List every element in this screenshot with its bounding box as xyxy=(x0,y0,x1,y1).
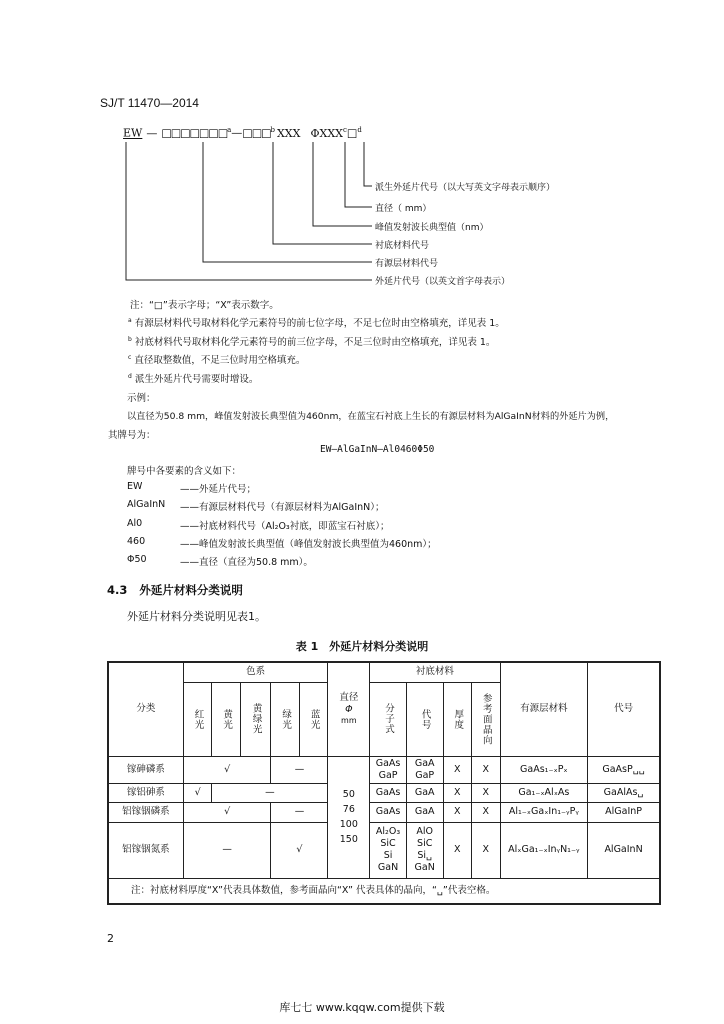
header-diameter-unit: mm xyxy=(341,716,357,726)
row-color-mark: √ xyxy=(183,802,271,822)
example-line2: 其牌号为： xyxy=(108,430,156,441)
code-sup-a: a xyxy=(227,126,232,134)
note-mark: c xyxy=(128,353,132,361)
code-dash: — xyxy=(231,126,243,140)
row-category: 镓砷磷系 xyxy=(108,756,183,783)
section-number: 4.3 xyxy=(107,583,128,597)
vertical-text: 厚度 xyxy=(452,708,464,730)
note-text: 有源层材料代号取材料化学元素符号的前七位字母，不足七位时由空格填充，详见表 1。 xyxy=(134,318,505,329)
label-diameter: 直径（ mm） xyxy=(375,204,432,214)
vertical-text: 蓝光 xyxy=(308,708,320,730)
row-formula xyxy=(370,822,407,878)
row-orientation: X xyxy=(472,756,501,783)
row-orientation: X xyxy=(472,802,501,822)
sub-line: GaN xyxy=(414,861,435,873)
row-orientation: X xyxy=(472,783,501,802)
label-wavelength: 峰值发射波长典型值（nm） xyxy=(375,223,489,233)
header-diameter xyxy=(328,662,370,756)
note-text: 直径取整数值，不足三位时用空格填充。 xyxy=(134,355,306,366)
header-color-yellow xyxy=(212,682,241,756)
row-code: GaAsP␣␣ xyxy=(588,756,660,783)
vertical-text: 参考面晶向 xyxy=(480,692,492,746)
row-color-mark: √ xyxy=(271,822,328,878)
sub-line: GaA xyxy=(414,757,435,769)
row-category: 镓铝砷系 xyxy=(108,783,183,802)
meaning-value: ——衬底材料代号（Al₂O₃衬底，即蓝宝石衬底）； xyxy=(180,521,390,532)
label-substrate-code: 衬底材料代号 xyxy=(375,241,430,251)
row-code: AlGaInP xyxy=(588,802,660,822)
designation-diagram xyxy=(0,0,724,330)
note-b xyxy=(128,334,495,348)
label-active-code: 有源层材料代号 xyxy=(375,259,439,269)
header-color-red xyxy=(183,682,212,756)
header-orientation xyxy=(472,682,501,756)
row-sub-code: GaA xyxy=(406,783,443,802)
page-number: 2 xyxy=(107,932,114,945)
table-caption: 表 1 外延片材料分类说明 xyxy=(295,640,429,653)
note-mark: a xyxy=(128,316,132,324)
row-color-mark: — xyxy=(183,822,271,878)
code-boxes-substrate: □□□ xyxy=(242,126,271,140)
header-formula xyxy=(370,682,407,756)
row-category: 铝镓铟氮系 xyxy=(108,822,183,878)
vertical-text: 黄绿光 xyxy=(250,703,262,735)
code-box-derived: □ xyxy=(346,126,358,140)
row-thickness: X xyxy=(443,802,472,822)
label-epi-code: 外延片代号（以英文首字母表示） xyxy=(375,277,511,287)
formula-line: GaN xyxy=(377,861,399,873)
diameter-value: 100 xyxy=(339,819,358,830)
header-color-green xyxy=(271,682,300,756)
note-a xyxy=(128,315,505,329)
header-diameter-sym: Φ xyxy=(345,704,353,716)
meaning-value: ——外延片代号； xyxy=(180,484,257,495)
row-active: Al₁₋ₓGaₓIn₁₋ᵧPᵧ xyxy=(500,802,588,822)
header-active: 有源层材料 xyxy=(500,662,588,756)
meaning-key: AlGaInN xyxy=(127,499,166,510)
formula-line: GaAs xyxy=(375,757,401,769)
meaning-key: Φ50 xyxy=(127,554,147,565)
header-category: 分类 xyxy=(108,662,183,756)
standard-number: SJ/T 11470—2014 xyxy=(100,96,199,110)
note-d xyxy=(128,371,258,385)
section-heading xyxy=(107,582,243,598)
code-sup-b: b xyxy=(270,126,275,134)
vertical-text: 黄光 xyxy=(221,708,233,730)
diameter-value: 76 xyxy=(342,803,355,815)
formula-line: GaP xyxy=(378,769,398,781)
meaning-key: EW xyxy=(127,481,143,492)
note-text: 衬底材料代号取材料化学元素符号的前三位字母，不足三位时由空格填充，详见表 1。 xyxy=(134,337,496,348)
row-thickness: X xyxy=(443,756,472,783)
sub-line: SiC xyxy=(417,838,433,850)
row-color-mark: — xyxy=(271,756,328,783)
header-diameter-label: 直径 xyxy=(339,692,359,704)
row-active: Ga₁₋ₓAlₓAs xyxy=(500,783,588,802)
classification-table xyxy=(107,661,661,905)
table-footnote: 注：衬底材料厚度“X”代表具体数值，参考面晶向“X” 代表具体的晶向，“␣”代表空格。 xyxy=(108,878,660,904)
code-dash: — xyxy=(146,126,158,140)
meaning-key: 460 xyxy=(127,536,146,547)
label-derived-code: 派生外延片代号（以大写英文字母表示顺序） xyxy=(375,183,556,193)
table-row xyxy=(108,822,660,878)
note-text: 派生外延片代号需要时增设。 xyxy=(134,374,259,385)
formula-line: Si xyxy=(383,850,393,861)
row-category: 铝镓铟磷系 xyxy=(108,802,183,822)
meaning-value: ——峰值发射波长典型值（峰值发射波长典型值为460nm）； xyxy=(180,539,437,550)
section-title: 外延片材料分类说明 xyxy=(139,583,243,597)
header-thickness xyxy=(443,682,472,756)
code-wavelength: XXX xyxy=(276,126,301,140)
header-substrate: 衬底材料 xyxy=(370,662,500,682)
vertical-text: 代号 xyxy=(419,708,431,730)
diameter-values xyxy=(328,756,370,878)
row-sub-code: GaA xyxy=(406,802,443,822)
download-footer: 库七七 www.kqqw.com提供下载 xyxy=(279,1001,445,1014)
row-active: GaAs₁₋ₓPₓ xyxy=(500,756,588,783)
sub-line: Si␣ xyxy=(417,850,433,861)
code-prefix: EW xyxy=(123,126,143,140)
row-color-mark: — xyxy=(212,783,328,802)
note-c xyxy=(128,352,305,366)
code-diameter: ΦXXX xyxy=(310,126,343,140)
code-sup-c: c xyxy=(342,126,347,134)
table-row xyxy=(108,783,660,802)
diameter-value: 50 xyxy=(342,788,355,800)
row-formula: GaAs xyxy=(370,802,407,822)
meaning-key: Al0 xyxy=(127,518,143,529)
meaning-value: ——有源层材料代号（有源层材料为AlGaInN）； xyxy=(180,502,385,513)
example-title: 示例： xyxy=(127,393,156,404)
row-orientation: X xyxy=(472,822,501,878)
row-formula: GaAs xyxy=(370,783,407,802)
header-sub-code xyxy=(406,682,443,756)
note-mark: d xyxy=(128,372,132,380)
row-formula xyxy=(370,756,407,783)
row-sub-code xyxy=(406,756,443,783)
diameter-value: 150 xyxy=(339,834,358,846)
meaning-title: 牌号中各要素的含义如下： xyxy=(127,466,242,477)
row-code: AlGaInN xyxy=(588,822,660,878)
header-color-yellow-green xyxy=(240,682,271,756)
row-code: GaAlAs␣ xyxy=(588,783,660,802)
row-thickness: X xyxy=(443,822,472,878)
code-boxes-active: □□□□□□□ xyxy=(161,126,228,140)
section-body: 外延片材料分类说明见表1。 xyxy=(127,610,266,623)
header-code: 代号 xyxy=(588,662,660,756)
header-color-blue xyxy=(299,682,328,756)
vertical-text: 绿光 xyxy=(280,708,292,730)
example-code: EW—AlGaInN—Al0460Φ50 xyxy=(320,444,435,455)
code-sup-d: d xyxy=(357,126,362,134)
formula-line: Al₂O₃ xyxy=(375,826,401,838)
meaning-value: ——直径（直径为50.8 mm）。 xyxy=(180,557,313,568)
vertical-text: 分子式 xyxy=(382,703,394,735)
row-thickness: X xyxy=(443,783,472,802)
row-color-mark: — xyxy=(271,802,328,822)
example-line1: 以直径为50.8 mm，峰值发射波长典型值为460nm，在蓝宝石衬底上生长的有源层材料为AlGaInN材料的外延片为例， xyxy=(127,411,615,422)
row-color-mark: √ xyxy=(183,783,212,802)
vertical-text: 红光 xyxy=(192,708,204,730)
note-mark: b xyxy=(128,335,132,343)
row-active: AlₓGa₁₋ₓInᵧN₁₋ᵧ xyxy=(500,822,588,878)
note-symbols: 注：“□”表示字母；“X”表示数字。 xyxy=(130,300,279,311)
formula-line: SiC xyxy=(380,838,396,850)
header-color: 色系 xyxy=(183,662,328,682)
row-sub-code xyxy=(406,822,443,878)
sub-line: AlO xyxy=(416,826,434,838)
table-row xyxy=(108,802,660,822)
sub-line: GaP xyxy=(415,769,435,781)
row-color-mark: √ xyxy=(183,756,271,783)
table-row xyxy=(108,756,660,783)
